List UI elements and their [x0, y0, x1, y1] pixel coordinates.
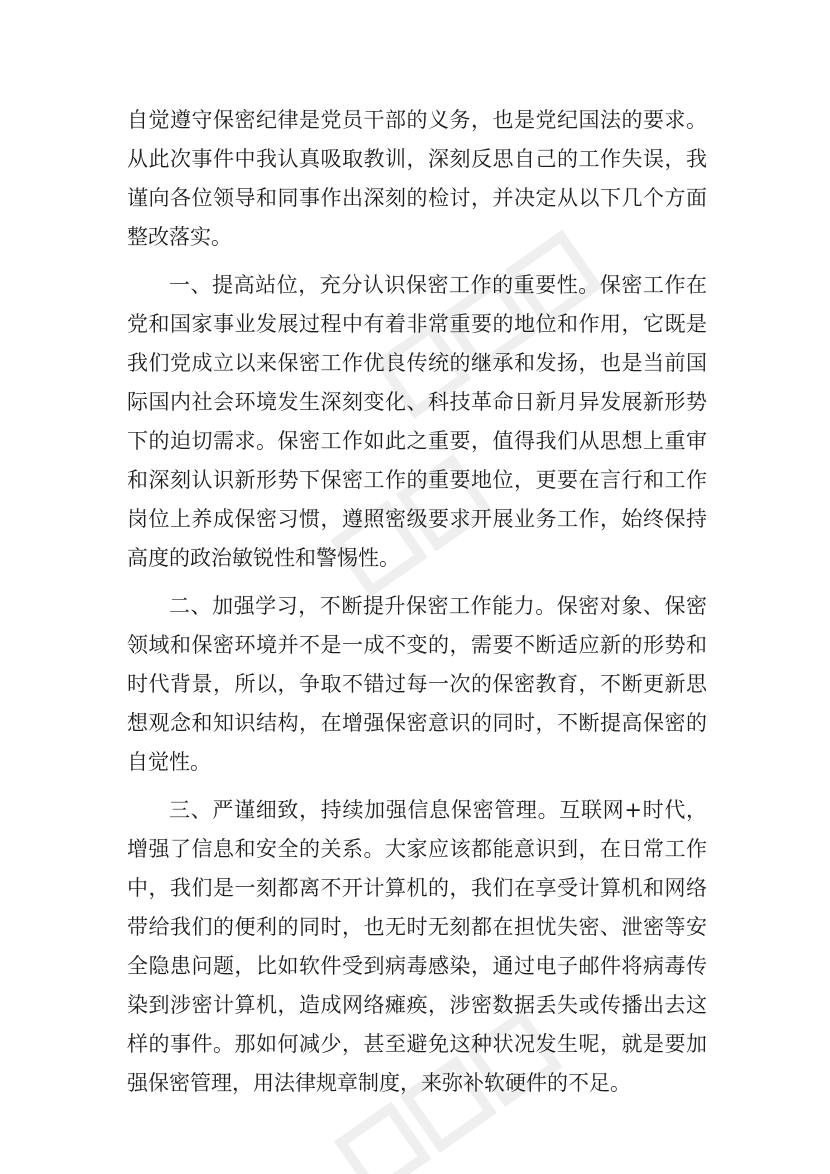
paragraph-point-two: 二、加强学习，不断提升保密工作能力。保密对象、保密领域和保密环境并不是一成不变的，需要不断适应新的形势和时代背景，所以，争取不错过每一次的保密教育，不断更新思想观念和知识结构，在增强保密意识的同时，不断提高保密的自觉性。 [127, 594, 707, 774]
document-body [127, 101, 707, 1112]
paragraph-point-one: 一、提高站位，充分认识保密工作的重要性。保密工作在党和国家事业发展过程中有着非常重要的地位和作用，它既是我们党成立以来保密工作优良传统的继承和发扬，也是当前国际国内社会环境发生深刻变化、科技革命日新月异发展新形势下的迫切需求。保密工作如此之重要，值得我们从思想上重审和深刻认识新形势下保密工作的重要地位，更要在言行和工作岗位上养成保密习惯，遵照密级要求开展业务工作，始终保持高度的政治敏锐性和警惕性。 [127, 273, 707, 570]
paragraph-point-three: 三、严谨细致，持续加强信息保密管理。互联网+时代，增强了信息和安全的关系。大家应该都能意识到，在日常工作中，我们是一刻都离不开计算机的，我们在享受计算机和网络带给我们的便利的同时，也无时无刻都在担忧失密、泄密等安全隐患问题，比如软件受到病毒感染，通过电子邮件将病毒传染到涉密计算机，造成网络瘫痪，涉密数据丢失或传播出去这样的事件。那如何减少，甚至避免这种状况发生呢，就是要加强保密管理，用法律规章制度，来弥补软硬件的不足。 [127, 798, 707, 1095]
paragraph-intro: 自觉遵守保密纪律是党员干部的义务，也是党纪国法的要求。从此次事件中我认真吸取教训，深刻反思自己的工作失误，我谨向各位领导和同事作出深刻的检讨，并决定从以下几个方面整改落实。 [127, 108, 707, 249]
